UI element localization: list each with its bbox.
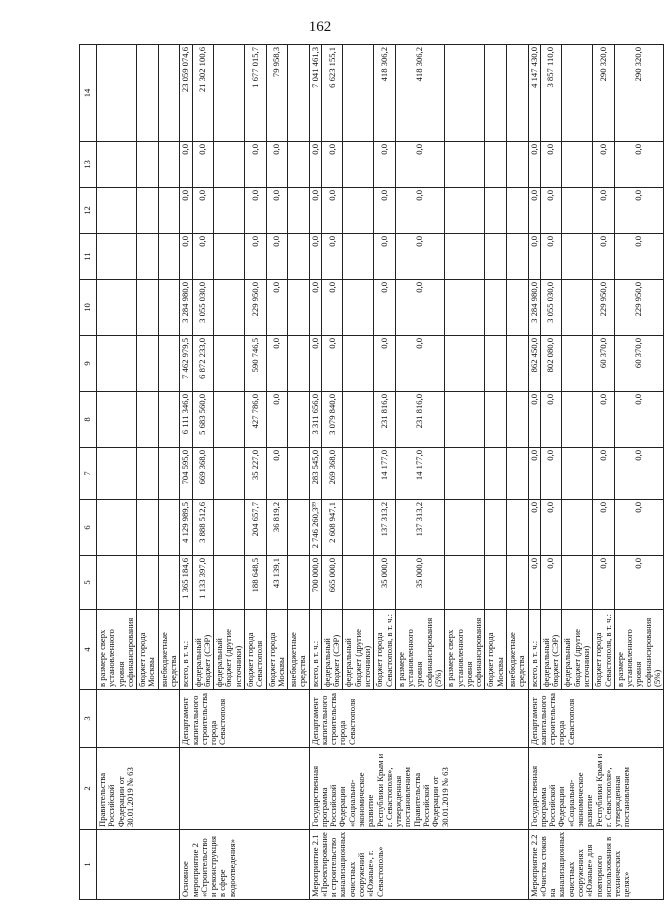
amount-cell: 0,0 <box>309 336 321 392</box>
amount-cell <box>214 336 245 392</box>
amount-cell: 0,0 <box>593 188 615 234</box>
amount-cell <box>445 448 485 500</box>
funding-source-cell: бюджет города Севастополя, в т. ч.: <box>593 610 615 690</box>
amount-cell: 0,0 <box>321 280 343 336</box>
amount-cell <box>445 500 485 556</box>
amount-cell <box>214 392 245 448</box>
amount-cell: 0,0 <box>244 234 266 280</box>
amount-cell <box>506 336 528 392</box>
amount-cell: 0,0 <box>321 336 343 392</box>
amount-cell: 0,0 <box>395 280 444 336</box>
amount-cell: 229 950,0 <box>244 280 266 336</box>
table-row <box>97 45 137 900</box>
amount-cell <box>137 142 159 188</box>
amount-cell: 0,0 <box>593 392 615 448</box>
table-row <box>309 45 321 900</box>
amount-cell <box>97 556 137 610</box>
amount-cell: 269 368,0 <box>321 448 343 500</box>
amount-cell <box>506 556 528 610</box>
funding-source-cell: в размере установленного уровня софинансирования (5%) <box>395 610 444 690</box>
amount-cell <box>562 336 593 392</box>
amount-cell <box>445 234 485 280</box>
amount-cell: 0,0 <box>528 234 540 280</box>
funding-source-cell: федеральный бюджет (СЭР) <box>321 610 343 690</box>
rotated-table-container <box>79 45 662 900</box>
amount-cell <box>137 500 159 556</box>
amount-cell <box>485 448 507 500</box>
amount-cell: 0,0 <box>593 142 615 188</box>
amount-cell <box>158 500 180 556</box>
amount-cell <box>562 448 593 500</box>
amount-cell: 0,0 <box>321 234 343 280</box>
activity-name-cell: Мероприятие 2.1 «Проектирование и строительство канализационных очистных сооружений «Южные», г. Севастополь» <box>309 830 528 900</box>
activity-name-cell: Основное мероприятие 2 «Строительство и реконструкция в сфере водоотведения» <box>180 830 309 900</box>
amount-cell: 60 370,0 <box>593 336 615 392</box>
amount-cell: 5 683 560,0 <box>192 392 214 448</box>
executor-cell <box>97 690 180 748</box>
amount-cell <box>506 392 528 448</box>
amount-cell <box>562 234 593 280</box>
table-row <box>528 45 540 900</box>
amount-cell <box>288 392 310 448</box>
amount-cell: 2 608 947,1 <box>321 500 343 556</box>
amount-cell: 6 872 233,0 <box>192 336 214 392</box>
amount-cell: 60 370,0 <box>614 336 663 392</box>
amount-cell: 0,0 <box>395 142 444 188</box>
amount-cell <box>485 392 507 448</box>
amount-cell: 2 746 260,3³⁹ <box>309 500 321 556</box>
funding-source-cell: всего, в т. ч.: <box>180 610 192 690</box>
executor-cell: Департамент капитального строительства города Севастополя <box>180 690 309 748</box>
amount-cell <box>445 556 485 610</box>
funding-source-cell: федеральный бюджет (СЭР) <box>540 610 562 690</box>
amount-cell: 427 786,0 <box>244 392 266 448</box>
funding-source-cell: федеральный бюджет (другие источники) <box>562 610 593 690</box>
amount-cell <box>506 280 528 336</box>
amount-cell <box>506 142 528 188</box>
amount-cell: 0,0 <box>309 280 321 336</box>
amount-cell: 283 545,0 <box>309 448 321 500</box>
amount-cell <box>343 45 374 142</box>
amount-cell <box>343 556 374 610</box>
funding-source-cell: бюджет города Москвы <box>485 610 507 690</box>
amount-cell <box>158 234 180 280</box>
amount-cell <box>562 500 593 556</box>
amount-cell: 0,0 <box>244 142 266 188</box>
amount-cell: 0,0 <box>266 280 288 336</box>
amount-cell <box>214 45 245 142</box>
amount-cell <box>445 188 485 234</box>
amount-cell: 3 311 656,0 <box>309 392 321 448</box>
table-body <box>97 45 664 900</box>
column-number-header: 7 <box>80 448 97 500</box>
amount-cell: 0,0 <box>192 234 214 280</box>
amount-cell <box>485 556 507 610</box>
amount-cell: 590 746,5 <box>244 336 266 392</box>
amount-cell: 0,0 <box>540 188 562 234</box>
amount-cell: 23 059 074,6 <box>180 45 192 142</box>
page-number: 162 <box>308 19 332 35</box>
amount-cell: 6 111 346,0 <box>180 392 192 448</box>
amount-cell: 43 139,1 <box>266 556 288 610</box>
amount-cell <box>288 188 310 234</box>
amount-cell: 4 147 430,0 <box>528 45 540 142</box>
amount-cell: 0,0 <box>374 142 396 188</box>
amount-cell: 0,0 <box>614 556 663 610</box>
amount-cell: 3 857 110,0 <box>540 45 562 142</box>
header-row <box>80 45 97 900</box>
amount-cell <box>137 448 159 500</box>
amount-cell <box>288 45 310 142</box>
amount-cell: 3 888 512,6 <box>192 500 214 556</box>
amount-cell: 0,0 <box>614 142 663 188</box>
amount-cell: 0,0 <box>593 500 615 556</box>
amount-cell <box>343 280 374 336</box>
program-name-cell <box>180 748 309 830</box>
amount-cell: 7 041 461,3 <box>309 45 321 142</box>
amount-cell <box>97 188 137 234</box>
amount-cell <box>214 234 245 280</box>
amount-cell: 14 177,0 <box>374 448 396 500</box>
amount-cell <box>562 188 593 234</box>
amount-cell <box>343 392 374 448</box>
funding-source-cell: внебюджетные средства <box>288 610 310 690</box>
amount-cell: 204 657,7 <box>244 500 266 556</box>
amount-cell: 290 320,0 <box>593 45 615 142</box>
program-name-cell: Государственная программа Российской Федерации «Социально-экономическое развитие Республики Крым и г. Севастополя», утвержденная постановлением <box>528 748 664 830</box>
amount-cell: 0,0 <box>180 142 192 188</box>
amount-cell: 137 313,2 <box>395 500 444 556</box>
amount-cell: 35 227,0 <box>244 448 266 500</box>
amount-cell <box>288 556 310 610</box>
amount-cell <box>158 336 180 392</box>
amount-cell <box>343 188 374 234</box>
funding-source-cell: бюджет города Москвы <box>137 610 159 690</box>
amount-cell: 0,0 <box>528 188 540 234</box>
column-number-header: 4 <box>80 610 97 690</box>
amount-cell <box>506 234 528 280</box>
column-number-header: 9 <box>80 336 97 392</box>
funding-table <box>79 44 664 900</box>
amount-cell <box>158 448 180 500</box>
amount-cell <box>97 142 137 188</box>
amount-cell <box>485 234 507 280</box>
amount-cell: 802 080,0 <box>540 336 562 392</box>
amount-cell <box>214 188 245 234</box>
amount-cell: 3 284 980,0 <box>180 280 192 336</box>
funding-source-cell: в размере сверх установленного уровня софинансирования <box>445 610 485 690</box>
amount-cell: 0,0 <box>614 500 663 556</box>
amount-cell: 290 320,0 <box>614 45 663 142</box>
amount-cell: 79 958,3 <box>266 45 288 142</box>
amount-cell: 0,0 <box>321 142 343 188</box>
amount-cell: 0,0 <box>180 188 192 234</box>
amount-cell: 1 677 015,7 <box>244 45 266 142</box>
amount-cell <box>506 188 528 234</box>
amount-cell: 0,0 <box>321 188 343 234</box>
amount-cell <box>562 142 593 188</box>
funding-source-cell: всего, в т. ч.: <box>309 610 321 690</box>
amount-cell <box>97 234 137 280</box>
amount-cell <box>562 392 593 448</box>
amount-cell <box>97 336 137 392</box>
amount-cell <box>445 45 485 142</box>
amount-cell: 231 816,0 <box>374 392 396 448</box>
amount-cell: 0,0 <box>374 280 396 336</box>
amount-cell <box>343 336 374 392</box>
executor-cell: Департамент капитального строительства города Севастополя <box>528 690 664 748</box>
column-number-header: 8 <box>80 392 97 448</box>
amount-cell: 229 950,0 <box>614 280 663 336</box>
program-name-cell: Государственная программа Российской Федерации «Социально-экономическое развитие Республики Крым и г. Севастополя», утвержденная постановлением Правительства Российской Федерации от 30.01.2019 № 63 <box>309 748 528 830</box>
amount-cell <box>288 234 310 280</box>
amount-cell <box>506 448 528 500</box>
amount-cell: 0,0 <box>395 234 444 280</box>
amount-cell: 0,0 <box>540 500 562 556</box>
amount-cell <box>137 234 159 280</box>
amount-cell: 3 079 840,0 <box>321 392 343 448</box>
amount-cell: 418 306,2 <box>374 45 396 142</box>
amount-cell <box>506 500 528 556</box>
amount-cell: 3 055 030,0 <box>192 280 214 336</box>
amount-cell: 0,0 <box>540 234 562 280</box>
amount-cell <box>97 448 137 500</box>
amount-cell: 0,0 <box>593 556 615 610</box>
amount-cell: 3 284 980,0 <box>528 280 540 336</box>
amount-cell <box>562 280 593 336</box>
amount-cell: 1 365 184,6 <box>180 556 192 610</box>
amount-cell <box>343 142 374 188</box>
amount-cell: 665 000,0 <box>321 556 343 610</box>
amount-cell <box>288 448 310 500</box>
amount-cell: 137 313,2 <box>374 500 396 556</box>
amount-cell <box>158 392 180 448</box>
column-number-header: 10 <box>80 280 97 336</box>
amount-cell <box>97 280 137 336</box>
funding-source-cell: бюджет города Севастополя <box>244 610 266 690</box>
amount-cell <box>158 556 180 610</box>
amount-cell <box>485 188 507 234</box>
amount-cell <box>288 500 310 556</box>
amount-cell: 0,0 <box>540 392 562 448</box>
amount-cell: 35 000,0 <box>374 556 396 610</box>
amount-cell: 862 450,0 <box>528 336 540 392</box>
amount-cell: 0,0 <box>614 448 663 500</box>
amount-cell <box>97 45 137 142</box>
funding-source-cell: бюджет города Москвы <box>266 610 288 690</box>
amount-cell: 0,0 <box>395 336 444 392</box>
column-number-header: 12 <box>80 188 97 234</box>
amount-cell <box>137 556 159 610</box>
amount-cell: 21 302 100,6 <box>192 45 214 142</box>
amount-cell: 0,0 <box>374 234 396 280</box>
amount-cell <box>485 142 507 188</box>
amount-cell <box>445 336 485 392</box>
funding-source-cell: в размере сверх установленного уровня софинансирования <box>97 610 137 690</box>
amount-cell: 0,0 <box>266 142 288 188</box>
amount-cell: 0,0 <box>614 234 663 280</box>
amount-cell <box>158 280 180 336</box>
amount-cell <box>343 234 374 280</box>
amount-cell <box>343 448 374 500</box>
amount-cell <box>97 392 137 448</box>
amount-cell: 0,0 <box>180 234 192 280</box>
rotated-table-sheet <box>79 45 662 900</box>
amount-cell <box>214 280 245 336</box>
column-number-header: 3 <box>80 690 97 748</box>
amount-cell: 6 623 155,1 <box>321 45 343 142</box>
amount-cell <box>288 336 310 392</box>
activity-name-cell <box>97 830 180 900</box>
amount-cell: 0,0 <box>528 392 540 448</box>
amount-cell: 0,0 <box>374 188 396 234</box>
amount-cell: 1 133 397,0 <box>192 556 214 610</box>
amount-cell: 0,0 <box>395 188 444 234</box>
amount-cell <box>137 280 159 336</box>
amount-cell: 36 819,2 <box>266 500 288 556</box>
amount-cell <box>562 45 593 142</box>
table-row <box>180 45 192 900</box>
amount-cell <box>562 556 593 610</box>
amount-cell: 0,0 <box>266 448 288 500</box>
amount-cell: 4 129 989,5 <box>180 500 192 556</box>
amount-cell <box>158 188 180 234</box>
amount-cell <box>445 142 485 188</box>
amount-cell <box>485 336 507 392</box>
amount-cell <box>288 280 310 336</box>
amount-cell: 0,0 <box>266 234 288 280</box>
amount-cell: 0,0 <box>374 336 396 392</box>
amount-cell: 0,0 <box>244 188 266 234</box>
program-name-cell: Правительства Российской Федерации от 30.01.2019 № 63 <box>97 748 180 830</box>
amount-cell: 0,0 <box>528 448 540 500</box>
column-number-header: 2 <box>80 748 97 830</box>
funding-source-cell: в размере установленного уровня софинансирования (5%) <box>614 610 663 690</box>
amount-cell: 0,0 <box>266 392 288 448</box>
amount-cell: 0,0 <box>309 188 321 234</box>
amount-cell: 418 306,2 <box>395 45 444 142</box>
funding-source-cell: всего, в т. ч.: <box>528 610 540 690</box>
amount-cell <box>137 188 159 234</box>
amount-cell: 0,0 <box>593 234 615 280</box>
amount-cell <box>445 392 485 448</box>
amount-cell <box>485 45 507 142</box>
amount-cell: 0,0 <box>309 234 321 280</box>
amount-cell <box>214 500 245 556</box>
activity-name-cell: Мероприятие 2.2 «Очистка стоков на канализационных очистных сооружениях «Южные» для повторного использования в технических целях» <box>528 830 664 900</box>
funding-source-cell: бюджет города Севастополя, в т. ч.: <box>374 610 396 690</box>
amount-cell: 0,0 <box>192 142 214 188</box>
amount-cell <box>214 556 245 610</box>
amount-cell: 35 000,0 <box>395 556 444 610</box>
amount-cell: 0,0 <box>528 142 540 188</box>
column-number-header: 1 <box>80 830 97 900</box>
funding-source-cell: внебюджетные средства <box>158 610 180 690</box>
amount-cell: 0,0 <box>528 500 540 556</box>
funding-source-cell: внебюджетные средства <box>506 610 528 690</box>
amount-cell: 229 950,0 <box>593 280 615 336</box>
amount-cell <box>97 500 137 556</box>
amount-cell <box>485 500 507 556</box>
amount-cell <box>137 336 159 392</box>
funding-source-cell: федеральный бюджет (другие источники) <box>343 610 374 690</box>
amount-cell: 0,0 <box>593 448 615 500</box>
amount-cell <box>214 448 245 500</box>
amount-cell: 0,0 <box>266 188 288 234</box>
amount-cell <box>214 142 245 188</box>
amount-cell <box>137 45 159 142</box>
amount-cell: 704 595,0 <box>180 448 192 500</box>
amount-cell: 0,0 <box>192 188 214 234</box>
executor-cell: Департамент капитального строительства города Севастополя <box>309 690 528 748</box>
amount-cell <box>506 45 528 142</box>
amount-cell: 0,0 <box>614 392 663 448</box>
amount-cell <box>485 280 507 336</box>
amount-cell: 14 177,0 <box>395 448 444 500</box>
amount-cell <box>158 45 180 142</box>
funding-source-cell: федеральный бюджет (СЭР) <box>192 610 214 690</box>
amount-cell <box>288 142 310 188</box>
column-number-header: 5 <box>80 556 97 610</box>
amount-cell: 0,0 <box>540 448 562 500</box>
column-number-header: 14 <box>80 45 97 142</box>
column-number-header: 13 <box>80 142 97 188</box>
amount-cell <box>158 142 180 188</box>
amount-cell: 0,0 <box>614 188 663 234</box>
amount-cell <box>343 500 374 556</box>
amount-cell: 0,0 <box>528 556 540 610</box>
amount-cell <box>445 280 485 336</box>
funding-source-cell: федеральный бюджет (другие источники) <box>214 610 245 690</box>
column-number-header: 11 <box>80 234 97 280</box>
amount-cell: 669 368,0 <box>192 448 214 500</box>
amount-cell: 0,0 <box>266 336 288 392</box>
amount-cell: 3 055 030,0 <box>540 280 562 336</box>
column-number-header: 6 <box>80 500 97 556</box>
amount-cell: 231 816,0 <box>395 392 444 448</box>
amount-cell: 188 648,5 <box>244 556 266 610</box>
amount-cell <box>137 392 159 448</box>
amount-cell: 0,0 <box>309 142 321 188</box>
amount-cell: 7 462 979,5 <box>180 336 192 392</box>
amount-cell: 700 000,0 <box>309 556 321 610</box>
amount-cell: 0,0 <box>540 142 562 188</box>
amount-cell: 0,0 <box>540 556 562 610</box>
